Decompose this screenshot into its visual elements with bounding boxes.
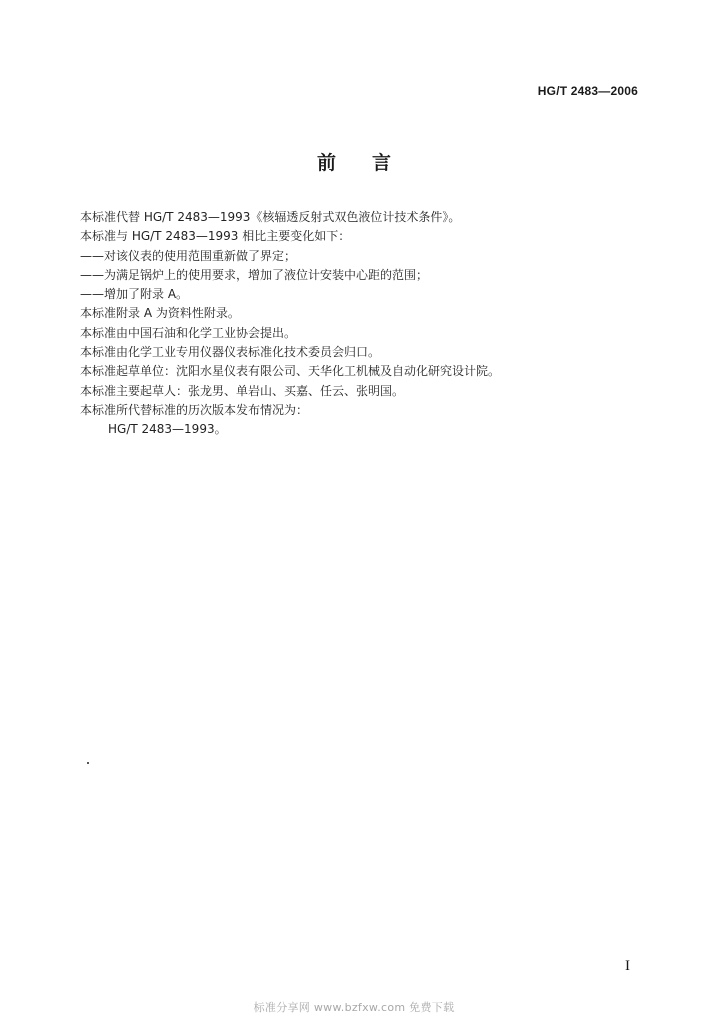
body-line-10: 本标准主要起草人：张龙男、单岩山、买嘉、任云、张明国。 (80, 383, 405, 398)
body-line-9: 本标准起草单位：沈阳水星仪表有限公司、天华化工机械及自动化研究设计院。 (80, 364, 501, 379)
page-number: I (625, 958, 630, 974)
body-line-8: 本标准由化学工业专用仪器仪表标准化技术委员会归口。 (80, 345, 381, 360)
scan-dot-mark (87, 762, 89, 764)
page-title: 前言 (316, 152, 427, 174)
standard-code: HG/T 2483—2006 (537, 84, 638, 98)
body-line-4: ——为满足锅炉上的使用要求，增加了液位计安装中心距的范围； (80, 267, 429, 282)
watermark-link[interactable]: 标准分享网 www.bzfxw.com 免费下载 (253, 1001, 455, 1014)
body-line-6: 本标准附录 A 为资料性附录。 (80, 306, 240, 321)
body-line-12: HG/T 2483—1993。 (108, 422, 227, 437)
foreword-body (80, 208, 640, 440)
body-line-3: ——对该仪表的使用范围重新做了界定； (80, 248, 297, 263)
body-line-2: 本标准与 HG/T 2483—1993 相比主要变化如下： (80, 229, 351, 244)
body-line-7: 本标准由中国石油和化学工业协会提出。 (80, 325, 297, 340)
body-line-5: ——增加了附录 A。 (80, 287, 189, 302)
body-line-1: 本标准代替 HG/T 2483—1993《核辐透反射式双色液位计技术条件》。 (80, 210, 461, 224)
body-line-11: 本标准所代替标准的历次版本发布情况为： (80, 402, 309, 417)
